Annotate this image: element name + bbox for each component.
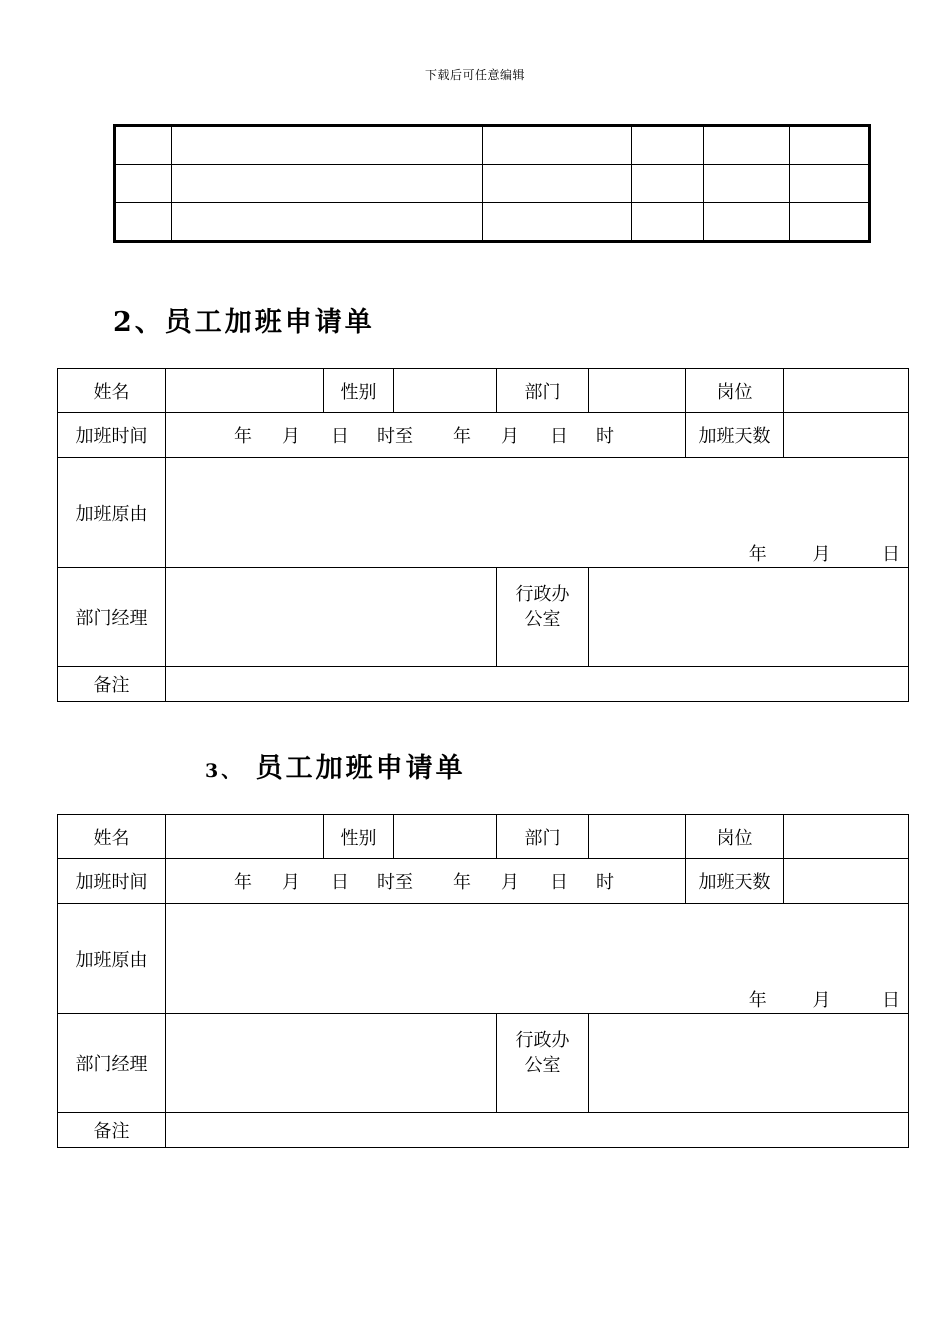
overtime-time-field[interactable] — [166, 859, 686, 904]
table-cell[interactable] — [704, 203, 790, 242]
table-cell[interactable] — [172, 165, 483, 203]
table-cell[interactable] — [632, 203, 704, 242]
section-number: 2、 — [113, 307, 165, 338]
department-field[interactable] — [589, 369, 686, 413]
table-cell[interactable] — [115, 165, 172, 203]
section-title-3 — [205, 746, 466, 785]
post-label: 岗位 — [686, 815, 784, 859]
table-row — [115, 165, 870, 203]
dept-manager-field[interactable] — [166, 568, 497, 667]
day-unit: 日 — [550, 426, 568, 447]
dept-manager-label: 部门经理 — [58, 568, 166, 667]
overtime-time-label: 加班时间 — [58, 413, 166, 458]
section-title-text: 员工加班申请单 — [255, 753, 466, 784]
department-label: 部门 — [497, 369, 589, 413]
overtime-reason-label: 加班原由 — [58, 458, 166, 568]
table-cell[interactable] — [632, 165, 704, 203]
dept-manager-label: 部门经理 — [58, 1014, 166, 1113]
month-unit: 月 — [501, 872, 519, 893]
overtime-reason-label: 加班原由 — [58, 904, 166, 1014]
carryover-table — [113, 124, 871, 243]
table-row — [58, 815, 909, 859]
month-unit: 月 — [501, 426, 519, 447]
table-row — [58, 1014, 909, 1113]
department-label: 部门 — [497, 815, 589, 859]
overtime-days-label: 加班天数 — [686, 413, 784, 458]
remark-label: 备注 — [58, 667, 166, 702]
year-unit: 年 — [453, 872, 471, 893]
overtime-form-3 — [57, 814, 909, 1148]
overtime-time-template — [166, 868, 685, 894]
section-number: 3、 — [205, 760, 244, 782]
table-row — [115, 203, 870, 242]
admin-office-label — [497, 1014, 589, 1113]
overtime-time-field[interactable] — [166, 413, 686, 458]
table-cell[interactable] — [115, 126, 172, 165]
section-title-2 — [113, 300, 375, 339]
table-cell[interactable] — [483, 126, 632, 165]
name-field[interactable] — [166, 369, 324, 413]
admin-office-line-1: 行政办 — [515, 584, 570, 605]
admin-office-line-1: 行政办 — [515, 1030, 570, 1051]
table-row — [58, 667, 909, 702]
hour-to-unit: 时至 — [377, 872, 413, 893]
overtime-reason-field[interactable] — [166, 904, 909, 1014]
hour-unit: 时 — [596, 872, 614, 893]
month-unit: 月 — [282, 872, 300, 893]
post-field[interactable] — [784, 369, 909, 413]
remark-field[interactable] — [166, 667, 909, 702]
hour-unit: 时 — [596, 426, 614, 447]
table-row — [58, 904, 909, 1014]
day-unit: 日 — [331, 872, 349, 893]
name-label: 姓名 — [58, 369, 166, 413]
day-unit: 日 — [550, 872, 568, 893]
remark-label: 备注 — [58, 1113, 166, 1148]
gender-field[interactable] — [394, 815, 497, 859]
overtime-days-field[interactable] — [784, 859, 909, 904]
overtime-days-field[interactable] — [784, 413, 909, 458]
overtime-reason-field[interactable] — [166, 458, 909, 568]
admin-office-line-2: 公室 — [524, 609, 561, 630]
table-cell[interactable] — [172, 126, 483, 165]
page-header-note: 下载后可任意编辑 — [424, 68, 525, 82]
overtime-form-2 — [57, 368, 909, 702]
gender-label: 性别 — [324, 815, 394, 859]
reason-date-line: 年 月 日 — [748, 990, 900, 1011]
year-unit: 年 — [234, 426, 252, 447]
table-row — [115, 126, 870, 165]
gender-label: 性别 — [324, 369, 394, 413]
section-title-text: 员工加班申请单 — [164, 307, 375, 338]
table-row — [58, 413, 909, 458]
month-unit: 月 — [282, 426, 300, 447]
table-cell[interactable] — [483, 165, 632, 203]
table-row — [58, 568, 909, 667]
table-cell[interactable] — [632, 126, 704, 165]
table-cell[interactable] — [483, 203, 632, 242]
table-cell[interactable] — [704, 165, 790, 203]
name-field[interactable] — [166, 815, 324, 859]
table-row — [58, 859, 909, 904]
overtime-time-label: 加班时间 — [58, 859, 166, 904]
year-unit: 年 — [453, 426, 471, 447]
table-cell[interactable] — [790, 165, 870, 203]
dept-manager-field[interactable] — [166, 1014, 497, 1113]
table-row — [58, 369, 909, 413]
table-cell[interactable] — [790, 203, 870, 242]
post-label: 岗位 — [686, 369, 784, 413]
overtime-time-template — [166, 422, 685, 448]
gender-field[interactable] — [394, 369, 497, 413]
post-field[interactable] — [784, 815, 909, 859]
table-cell[interactable] — [790, 126, 870, 165]
table-row — [58, 458, 909, 568]
table-cell[interactable] — [172, 203, 483, 242]
table-cell[interactable] — [115, 203, 172, 242]
admin-office-field[interactable] — [589, 568, 909, 667]
table-cell[interactable] — [704, 126, 790, 165]
reason-date-line: 年 月 日 — [748, 544, 900, 565]
hour-to-unit: 时至 — [377, 426, 413, 447]
day-unit: 日 — [331, 426, 349, 447]
name-label: 姓名 — [58, 815, 166, 859]
admin-office-line-2: 公室 — [524, 1055, 561, 1076]
remark-field[interactable] — [166, 1113, 909, 1148]
admin-office-label — [497, 568, 589, 667]
table-row — [58, 1113, 909, 1148]
department-field[interactable] — [589, 815, 686, 859]
year-unit: 年 — [234, 872, 252, 893]
admin-office-field[interactable] — [589, 1014, 909, 1113]
overtime-days-label: 加班天数 — [686, 859, 784, 904]
